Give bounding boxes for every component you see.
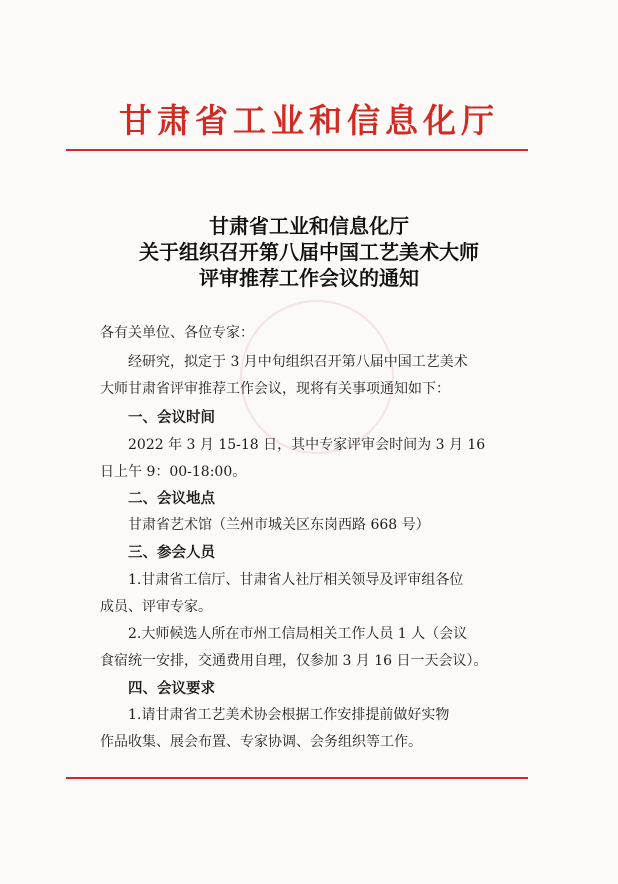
section-1-heading: 一、会议时间 — [128, 410, 215, 426]
footer-red-rule — [66, 777, 528, 779]
section-4-item-1-line-2: 作品收集、展会布置、专家协调、会务组织等工作。 — [100, 734, 422, 750]
letterhead-title: 甘肃省工业和信息化厅 — [119, 101, 499, 140]
section-3-item-2-line-2: 食宿统一安排，交通费用自理，仅参加 3 月 16 日一天会议）。 — [100, 653, 488, 669]
salutation: 各有关单位、各位专家： — [100, 325, 254, 341]
section-4-item-1-line-1: 1.请甘肃省工艺美术协会根据工作安排提前做好实物 — [128, 707, 450, 723]
intro-line-2: 大师甘肃省评审推荐工作会议，现将有关事项通知如下： — [100, 381, 450, 397]
section-2-heading: 二、会议地点 — [128, 491, 215, 507]
section-3-item-2-line-1: 2.大师候选人所在市州工信局相关工作人员 1 人（会议 — [128, 626, 468, 642]
section-3-heading: 三、参会人员 — [128, 545, 215, 561]
notice-title-line-2: 关于组织召开第八届中国工艺美术大师 — [139, 240, 479, 264]
section-2-line-1: 甘肃省艺术馆（兰州市城关区东岗西路 668 号） — [128, 517, 430, 533]
letterhead-red-rule — [66, 149, 528, 151]
faded-seal-mark — [240, 300, 394, 454]
notice-title-line-3: 评审推荐工作会议的通知 — [199, 266, 419, 290]
section-3-item-1-line-2: 成员、评审专家。 — [100, 599, 212, 615]
section-4-heading: 四、会议要求 — [128, 681, 215, 697]
intro-line-1: 经研究，拟定于 3 月中旬组织召开第八届中国工艺美术 — [128, 354, 468, 370]
section-1-line-1: 2022 年 3 月 15-18 日，其中专家评审会时间为 3 月 16 — [128, 437, 486, 453]
section-3-item-1-line-1: 1.甘肃省工信厅、甘肃省人社厅相关领导及评审组各位 — [128, 572, 464, 588]
section-1-line-2: 日上午 9：00-18:00。 — [100, 464, 247, 480]
notice-title-line-1: 甘肃省工业和信息化厅 — [209, 214, 409, 238]
